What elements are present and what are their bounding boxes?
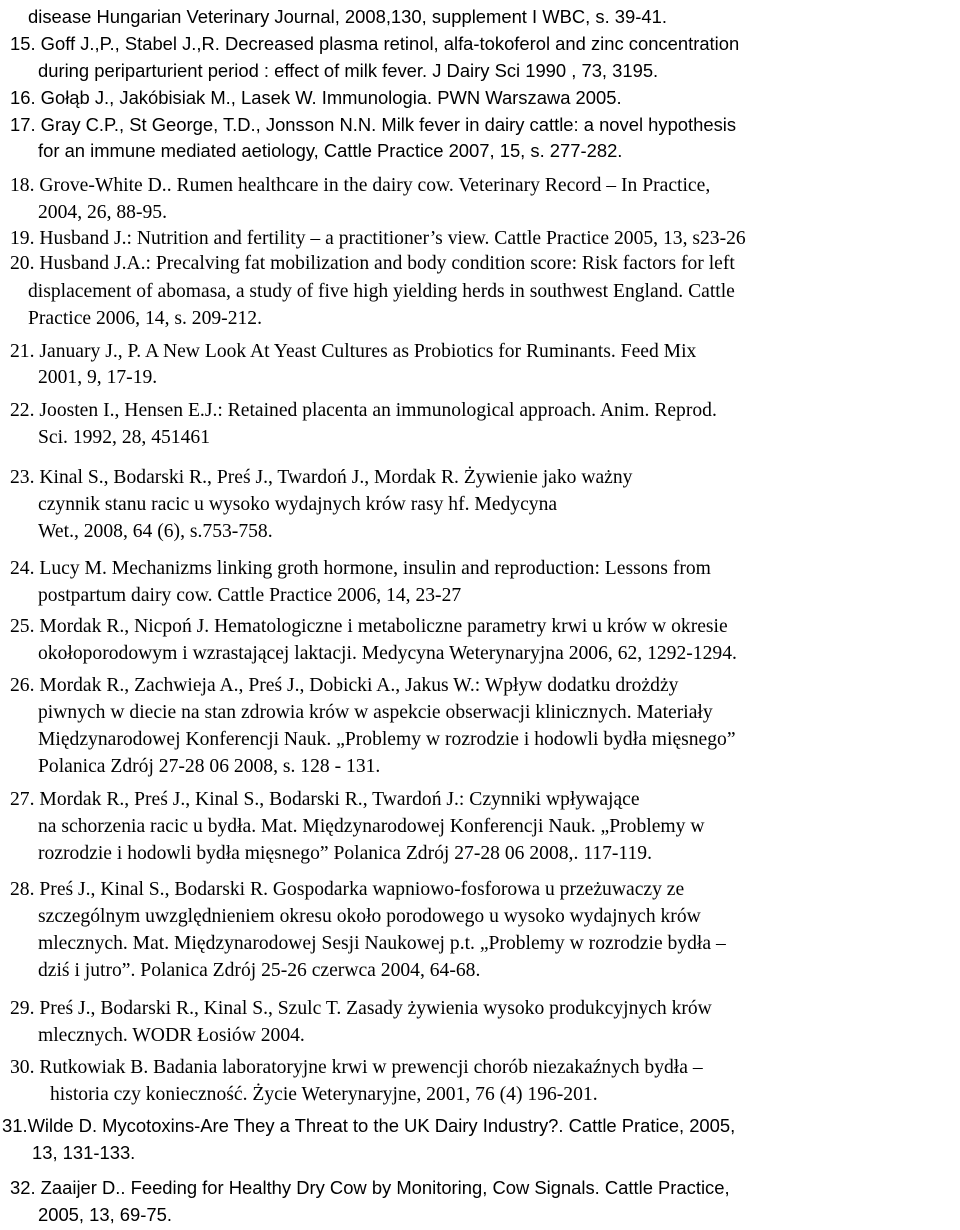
reference-line: 2001, 9, 17-19. <box>38 367 158 388</box>
reference-line: 25. Mordak R., Nicpoń J. Hematologiczne i metaboliczne parametry krwi u krów w okresie <box>10 616 728 637</box>
reference-line: 30. Rutkowiak B. Badania laboratoryjne krwi w prewencji chorób niezakaźnych bydła – <box>10 1057 703 1078</box>
reference-line: 15. Goff J.,P., Stabel J.,R. Decreased plasma retinol, alfa-tokoferol and zinc concentration <box>10 33 740 54</box>
reference-line: szczególnym uwzględnieniem okresu około porodowego u wysoko wydajnych krów <box>38 906 701 927</box>
reference-line: Sci. 1992, 28, 451461 <box>38 427 210 448</box>
reference-line: Międzynarodowej Konferencji Nauk. „Problemy w rozrodzie i hodowli bydła mięsnego” <box>38 729 736 750</box>
reference-line: 22. Joosten I., Hensen E.J.: Retained placenta an immunological approach. Anim. Reprod. <box>10 400 717 421</box>
reference-line: postpartum dairy cow. Cattle Practice 2006, 14, 23-27 <box>38 585 462 606</box>
reference-line: for an immune mediated aetiology, Cattle Practice 2007, 15, s. 277-282. <box>38 140 623 161</box>
reference-line: dziś i jutro”. Polanica Zdrój 25-26 czerwca 2004, 64-68. <box>38 960 481 981</box>
reference-line: rozrodzie i hodowli bydła mięsnego” Polanica Zdrój 27-28 06 2008,. 117-119. <box>38 843 652 864</box>
reference-line: 26. Mordak R., Zachwieja A., Preś J., Dobicki A., Jakus W.: Wpływ dodatku drożdży <box>10 675 679 696</box>
reference-line: 13, 131-133. <box>32 1142 136 1163</box>
reference-line: 16. Gołąb J., Jakóbisiak M., Lasek W. Immunologia. PWN Warszawa 2005. <box>10 87 622 108</box>
reference-line: 24. Lucy M. Mechanizms linking groth hormone, insulin and reproduction: Lessons from <box>10 558 711 579</box>
reference-line: 27. Mordak R., Preś J., Kinal S., Bodarski R., Twardoń J.: Czynniki wpływające <box>10 789 640 810</box>
reference-line: displacement of abomasa, a study of five high yielding herds in southwest England. Cattle <box>28 281 735 302</box>
reference-line: 21. January J., P. A New Look At Yeast Cultures as Probiotics for Ruminants. Feed Mix <box>10 341 697 362</box>
reference-line: czynnik stanu racic u wysoko wydajnych krów rasy hf. Medycyna <box>38 494 558 515</box>
reference-line: 17. Gray C.P., St George, T.D., Jonsson N.N. Milk fever in dairy cattle: a novel hypothesis <box>10 114 737 135</box>
reference-line: 18. Grove-White D.. Rumen healthcare in the dairy cow. Veterinary Record – In Practice, <box>10 175 711 196</box>
reference-line: 31.Wilde D. Mycotoxins-Are They a Threat to the UK Dairy Industry?. Cattle Pratice, 2005, <box>2 1115 736 1136</box>
reference-line: 23. Kinal S., Bodarski R., Preś J., Twardoń J., Mordak R. Żywienie jako ważny <box>10 467 633 488</box>
reference-line: Wet., 2008, 64 (6), s.753-758. <box>38 521 273 542</box>
reference-line: historia czy konieczność. Życie Weterynaryjne, 2001, 76 (4) 196-201. <box>50 1084 598 1105</box>
reference-line: 32. Zaaijer D.. Feeding for Healthy Dry Cow by Monitoring, Cow Signals. Cattle Practice, <box>10 1177 730 1198</box>
reference-line: 2005, 13, 69-75. <box>38 1204 172 1225</box>
reference-line: 19. Husband J.: Nutrition and fertility – a practitioner’s view. Cattle Practice 2005, 13, s23-26 <box>10 228 746 249</box>
reference-line: mlecznych. Mat. Międzynarodowej Sesji Naukowej p.t. „Problemy w rozrodzie bydła – <box>38 933 726 954</box>
reference-line: na schorzenia racic u bydła. Mat. Międzynarodowej Konferencji Nauk. „Problemy w <box>38 816 705 837</box>
reference-line: 29. Preś J., Bodarski R., Kinal S., Szulc T. Zasady żywienia wysoko produkcyjnych krów <box>10 998 712 1019</box>
reference-line: okołoporodowym i wzrastającej laktacji. Medycyna Weterynaryjna 2006, 62, 1292-1294. <box>38 643 737 664</box>
reference-line: during periparturient period : effect of milk fever. J Dairy Sci 1990 , 73, 3195. <box>38 60 659 81</box>
reference-line: 2004, 26, 88-95. <box>38 202 167 223</box>
reference-line: disease Hungarian Veterinary Journal, 2008,130, supplement I WBC, s. 39-41. <box>28 6 667 27</box>
reference-line: Polanica Zdrój 27-28 06 2008, s. 128 - 131. <box>38 756 381 777</box>
reference-line: 20. Husband J.A.: Precalving fat mobilization and body condition score: Risk factors for left <box>10 253 735 274</box>
reference-line: mlecznych. WODR Łosiów 2004. <box>38 1025 305 1046</box>
reference-line: Practice 2006, 14, s. 209-212. <box>28 308 262 329</box>
reference-line: piwnych w diecie na stan zdrowia krów w aspekcie obserwacji klinicznych. Materiały <box>38 702 713 723</box>
reference-line: 28. Preś J., Kinal S., Bodarski R. Gospodarka wapniowo-fosforowa u przeżuwaczy ze <box>10 879 685 900</box>
